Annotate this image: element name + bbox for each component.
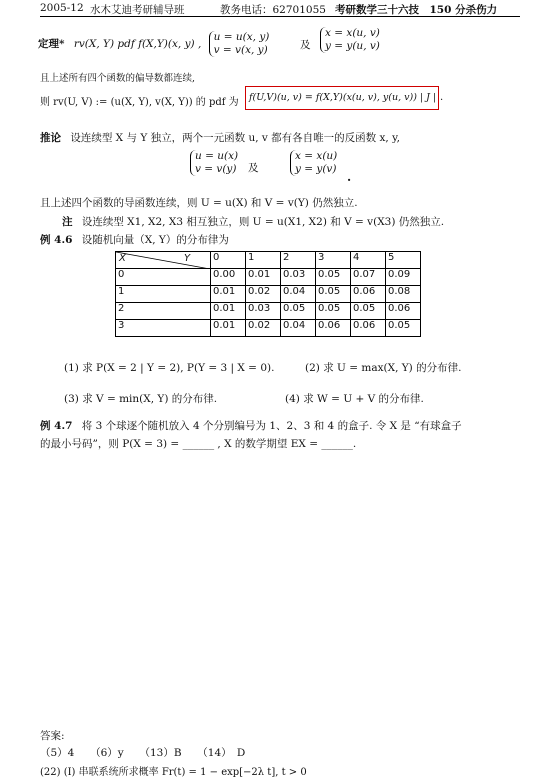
corollary-label: 推论 (40, 132, 61, 144)
answers-line1: （5）4 （6）y （13）B （14） D (40, 747, 246, 759)
table-cell: 0.02 (246, 286, 281, 303)
corollary-system-1-wrap (190, 150, 238, 176)
answers-line2: (22) (I) 串联系统所求概率 Fr(t) = 1 − exp[−2λ t], t > 0 (40, 767, 307, 778)
table-cell: 0.06 (316, 320, 351, 337)
example46-line (40, 232, 229, 247)
corollary-dot: . (347, 170, 352, 184)
col-header: 4 (351, 252, 386, 269)
table-cell: 0.03 (246, 303, 281, 320)
header-date: 2005-12 (40, 2, 84, 14)
table-cell: 0.06 (351, 320, 386, 337)
theorem-system-2 (320, 27, 380, 53)
theorem-line1 (38, 31, 269, 57)
corollary-sys1-eq1: u = u(x) (195, 150, 239, 162)
answers-label: 答案: (40, 730, 65, 742)
table-cell: 0.05 (281, 303, 316, 320)
table-cell: 0.01 (211, 303, 246, 320)
theorem-and: 及 (300, 39, 311, 51)
table-cell: 0.03 (281, 269, 316, 286)
table-corner-cell (116, 252, 211, 269)
table-cell: 0.04 (281, 320, 316, 337)
table-cell: 0.06 (386, 303, 421, 320)
table-row (116, 286, 421, 303)
header-course: 考研数学三十六技 150 分杀伤力 (335, 4, 498, 16)
table-cell: 0.05 (316, 269, 351, 286)
table-cell: 0.08 (386, 286, 421, 303)
theorem-line2: 且上述所有四个函数的偏导数都连续, (40, 73, 196, 84)
corollary-sys2-eq1: x = x(u) (295, 150, 338, 162)
table-cell: 0.04 (281, 286, 316, 303)
table-row (116, 303, 421, 320)
distribution-table (115, 251, 421, 337)
example47-line2: 的最小号码”，则 P(X = 3) = ______ , X 的数学期望 EX = ______. (40, 438, 357, 450)
example47-line1 (40, 418, 462, 433)
row-header: 0 (116, 269, 211, 286)
table-cell: 0.01 (211, 286, 246, 303)
boxed-formula-period: . (440, 92, 444, 103)
corollary-sys1-eq2: v = v(y) (195, 163, 237, 175)
note-line (62, 214, 444, 229)
theorem-statement: rv(X, Y) pdf f(X,Y)(x, y) , (73, 38, 202, 50)
row-header: 2 (116, 303, 211, 320)
theorem-system-2-wrap (320, 27, 380, 53)
corner-x-label: X (119, 253, 126, 264)
theorem-sys1-eq2: v = v(x, y) (213, 44, 268, 56)
corollary-text: 设连续型 X 与 Y 独立，两个一元函数 u, v 都有各自唯一的反函数 x, y, (70, 132, 400, 144)
example47-label: 例 4.7 (40, 420, 73, 432)
table-cell: 0.05 (351, 303, 386, 320)
theorem-sys1-eq1: u = u(x, y) (213, 31, 270, 43)
table-cell: 0.05 (386, 320, 421, 337)
question-1: (1) 求 P(X = 2 | Y = 2), P(Y = 3 | X = 0). (64, 362, 275, 374)
theorem-label: 定理* (38, 38, 65, 50)
col-header: 1 (246, 252, 281, 269)
row-header: 3 (116, 320, 211, 337)
table-cell: 0.02 (246, 320, 281, 337)
table-cell: 0.05 (316, 286, 351, 303)
corollary-line1 (40, 130, 400, 145)
question-2: (2) 求 U = max(X, Y) 的分布律. (305, 362, 462, 374)
header-phone: 教务电话：62701055 (220, 4, 326, 16)
corollary-system-2 (290, 150, 337, 176)
table-cell: 0.01 (211, 320, 246, 337)
col-header: 0 (211, 252, 246, 269)
theorem-sys2-eq1: x = x(u, v) (325, 27, 380, 39)
example47-text1: 将 3 个球逐个随机放入 4 个分别编号为 1、2、3 和 4 的盒子. 令 X 是 “有球盒子 (81, 420, 462, 432)
corollary-sys2-eq2: y = y(v) (295, 163, 337, 175)
col-header: 5 (386, 252, 421, 269)
header-school: 水木艾迪考研辅导班 (90, 4, 185, 16)
question-3: (3) 求 V = min(X, Y) 的分布律. (64, 393, 218, 405)
example46-label: 例 4.6 (40, 234, 73, 246)
question-4: (4) 求 W = U + V 的分布律. (285, 393, 424, 405)
table-cell: 0.09 (386, 269, 421, 286)
table-header-row (116, 252, 421, 269)
table-cell: 0.01 (246, 269, 281, 286)
corollary-system-1 (190, 150, 238, 176)
table-cell: 0.06 (351, 286, 386, 303)
table-row (116, 320, 421, 337)
example46-text: 设随机向量（X, Y）的分布律为 (81, 234, 229, 246)
boxed-formula: f(U,V)(u, v) = f(X,Y)(x(u, v), y(u, v)) | J | (249, 92, 437, 103)
corner-diagonal (116, 252, 210, 269)
corollary-system-2-wrap (290, 150, 337, 176)
table-cell: 0.00 (211, 269, 246, 286)
corollary-line2: 且上述四个函数的导函数连续，则 U = u(X) 和 V = v(Y) 仍然独立. (40, 197, 358, 209)
corollary-and: 及 (248, 162, 259, 174)
theorem-sys2-eq2: y = y(u, v) (325, 40, 380, 52)
col-header: 3 (316, 252, 351, 269)
note-text: 设连续型 X1, X2, X3 相互独立，则 U = u(X1, X2) 和 V = v(X3) 仍然独立. (81, 216, 445, 228)
page-header (40, 1, 520, 17)
corner-y-label: Y (184, 253, 191, 264)
theorem-system-1 (209, 31, 270, 57)
note-label: 注 (62, 216, 73, 228)
table-cell: 0.05 (316, 303, 351, 320)
table-row (116, 269, 421, 286)
theorem-line3: 则 rv(U, V) := (u(X, Y), v(X, Y)) 的 pdf 为 (40, 97, 239, 108)
row-header: 1 (116, 286, 211, 303)
table-cell: 0.07 (351, 269, 386, 286)
col-header: 2 (281, 252, 316, 269)
